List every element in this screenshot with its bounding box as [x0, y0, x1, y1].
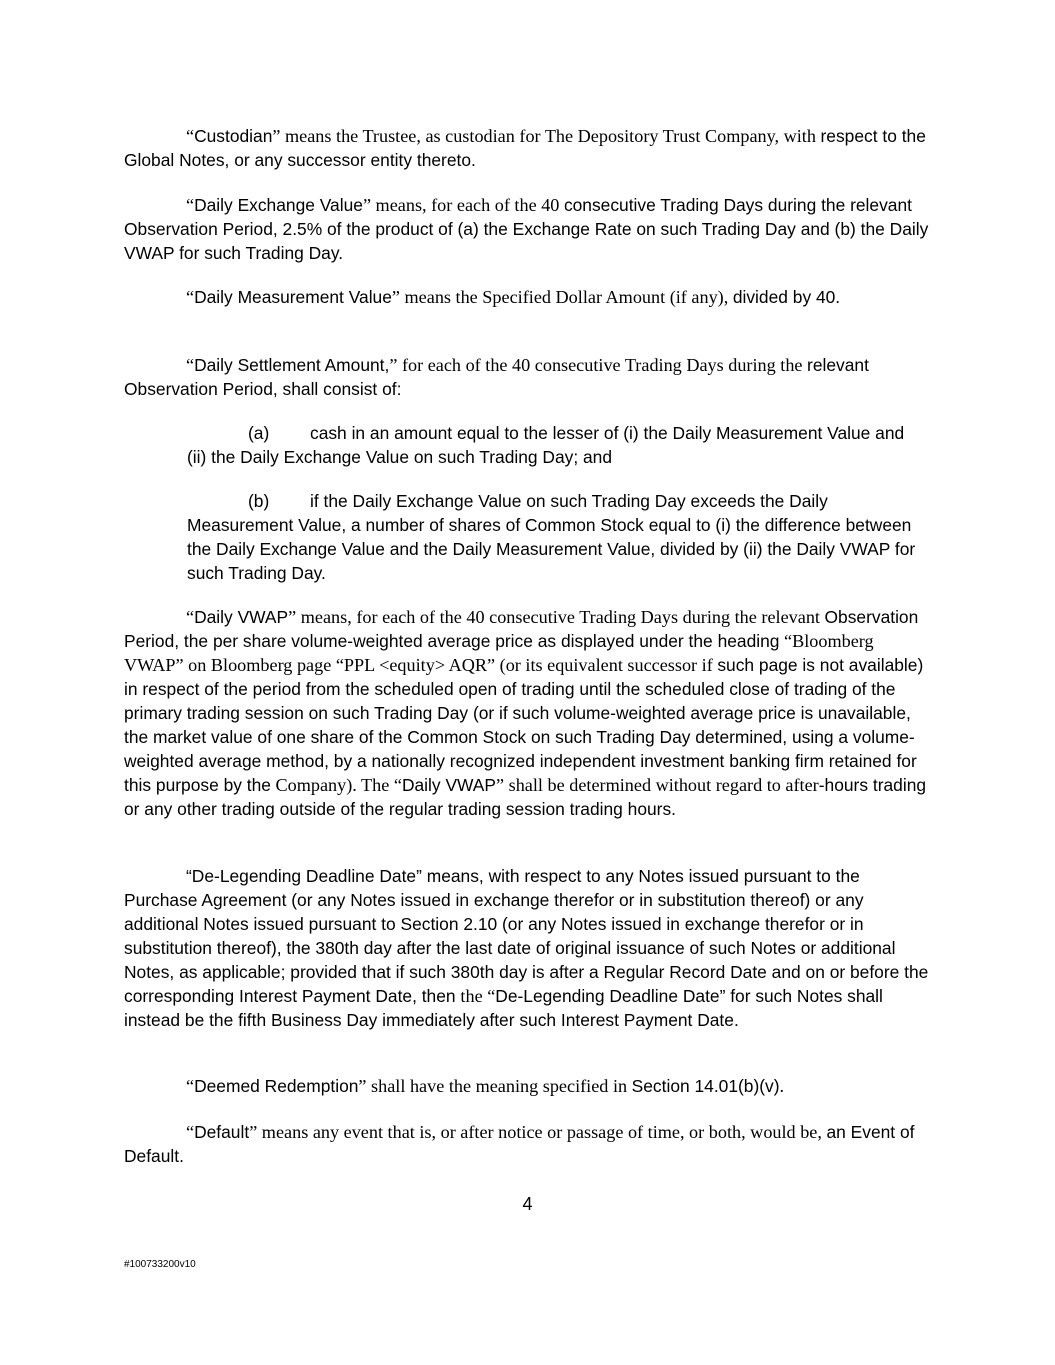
document-id: #100733200v10: [124, 1259, 196, 1270]
term-daily-settlement-amount: Daily Settlement Amount,: [194, 355, 390, 375]
definition-daily-vwap: “Daily VWAP” means, for each of the 40 consecutive Trading Days during the relevant Observation Period, the per share volume-weighted average price as displayed under the heading “Bloomberg VWAP” on Bloomberg page “PPL <equity> AQR” (or its equivalent successor if such page is not available) in respect of the period from the scheduled open of trading until the scheduled close of trading of the primary trading session on such Trading Day (or if such volume-weighted average price is unavailable, the market value of one share of the Common Stock on such Trading Day determined, using a volume-weighted average method, by a nationally recognized independent investment banking firm retained for this purpose by the Company). The “Daily VWAP” shall be determined without regard to after-hours trading or any other trading outside of the regular trading session trading hours.: [124, 607, 927, 819]
term-daily-exchange-value: Daily Exchange Value: [194, 195, 363, 215]
term-deemed-redemption: Deemed Redemption: [194, 1076, 359, 1096]
term-custodian: Custodian: [194, 126, 273, 146]
definition-de-legending-deadline-date: “De-Legending Deadline Date” means, with respect to any Notes issued pursuant to the Purchase Agreement (or any Notes issued in exchange therefor or in substitution thereof) or any additional Notes issued pursuant to Section 2.10 (or any Notes issued in exchange therefor or in substitution thereof), the 380th day after the last date of original issuance of such Notes or additional Notes, as applicable; provided that if such 380th day is after a Regular Record Date and on or before the corresponding Interest Payment Date, then the “De-Legending Deadline Date” for such Notes shall instead be the fifth Business Day immediately after such Interest Payment Date.: [124, 866, 929, 1030]
settlement-item-b: [187, 489, 927, 585]
item-a-text: cash in an amount equal to the lesser of (i) the Daily Measurement Value and (ii) the Daily Exchange Value on such Trading Day; and: [187, 423, 905, 467]
settlement-item-a: [187, 421, 927, 469]
page-number: 4: [522, 1194, 533, 1214]
definition-daily-settlement-amount: “Daily Settlement Amount,” for each of the 40 consecutive Trading Days during the relevant Observation Period, shall consist of:: [124, 355, 869, 399]
item-a-label: (a): [248, 423, 270, 443]
term-default: Default: [194, 1122, 250, 1142]
term-daily-vwap: Daily VWAP: [194, 607, 289, 627]
item-b-text: if the Daily Exchange Value on such Trading Day exceeds the Daily Measurement Value, a number of shares of Common Stock equal to (i) the difference between the Daily Exchange Value and the Daily Measurement Value, divided by (ii) the Daily VWAP for such Trading Day.: [187, 491, 916, 583]
definition-default: “Default” means any event that is, or after notice or passage of time, or both, would be, an Event of Default.: [124, 1122, 915, 1166]
definition-deemed-redemption: “Deemed Redemption” shall have the meaning specified in Section 14.01(b)(v).: [186, 1076, 785, 1096]
definition-daily-exchange-value: “Daily Exchange Value” means, for each of the 40 consecutive Trading Days during the relevant Observation Period, 2.5% of the product of (a) the Exchange Rate on such Trading Day and (b) the Daily VWAP for such Trading Day.: [124, 195, 929, 263]
definition-daily-measurement-value: “Daily Measurement Value” means the Specified Dollar Amount (if any), divided by 40.: [186, 287, 841, 307]
term-daily-measurement-value: Daily Measurement Value: [194, 287, 392, 307]
item-b-label: (b): [248, 491, 270, 511]
definition-custodian: “Custodian” means the Trustee, as custodian for The Depository Trust Company, with respect to the Global Notes, or any successor entity thereto.: [124, 126, 926, 170]
